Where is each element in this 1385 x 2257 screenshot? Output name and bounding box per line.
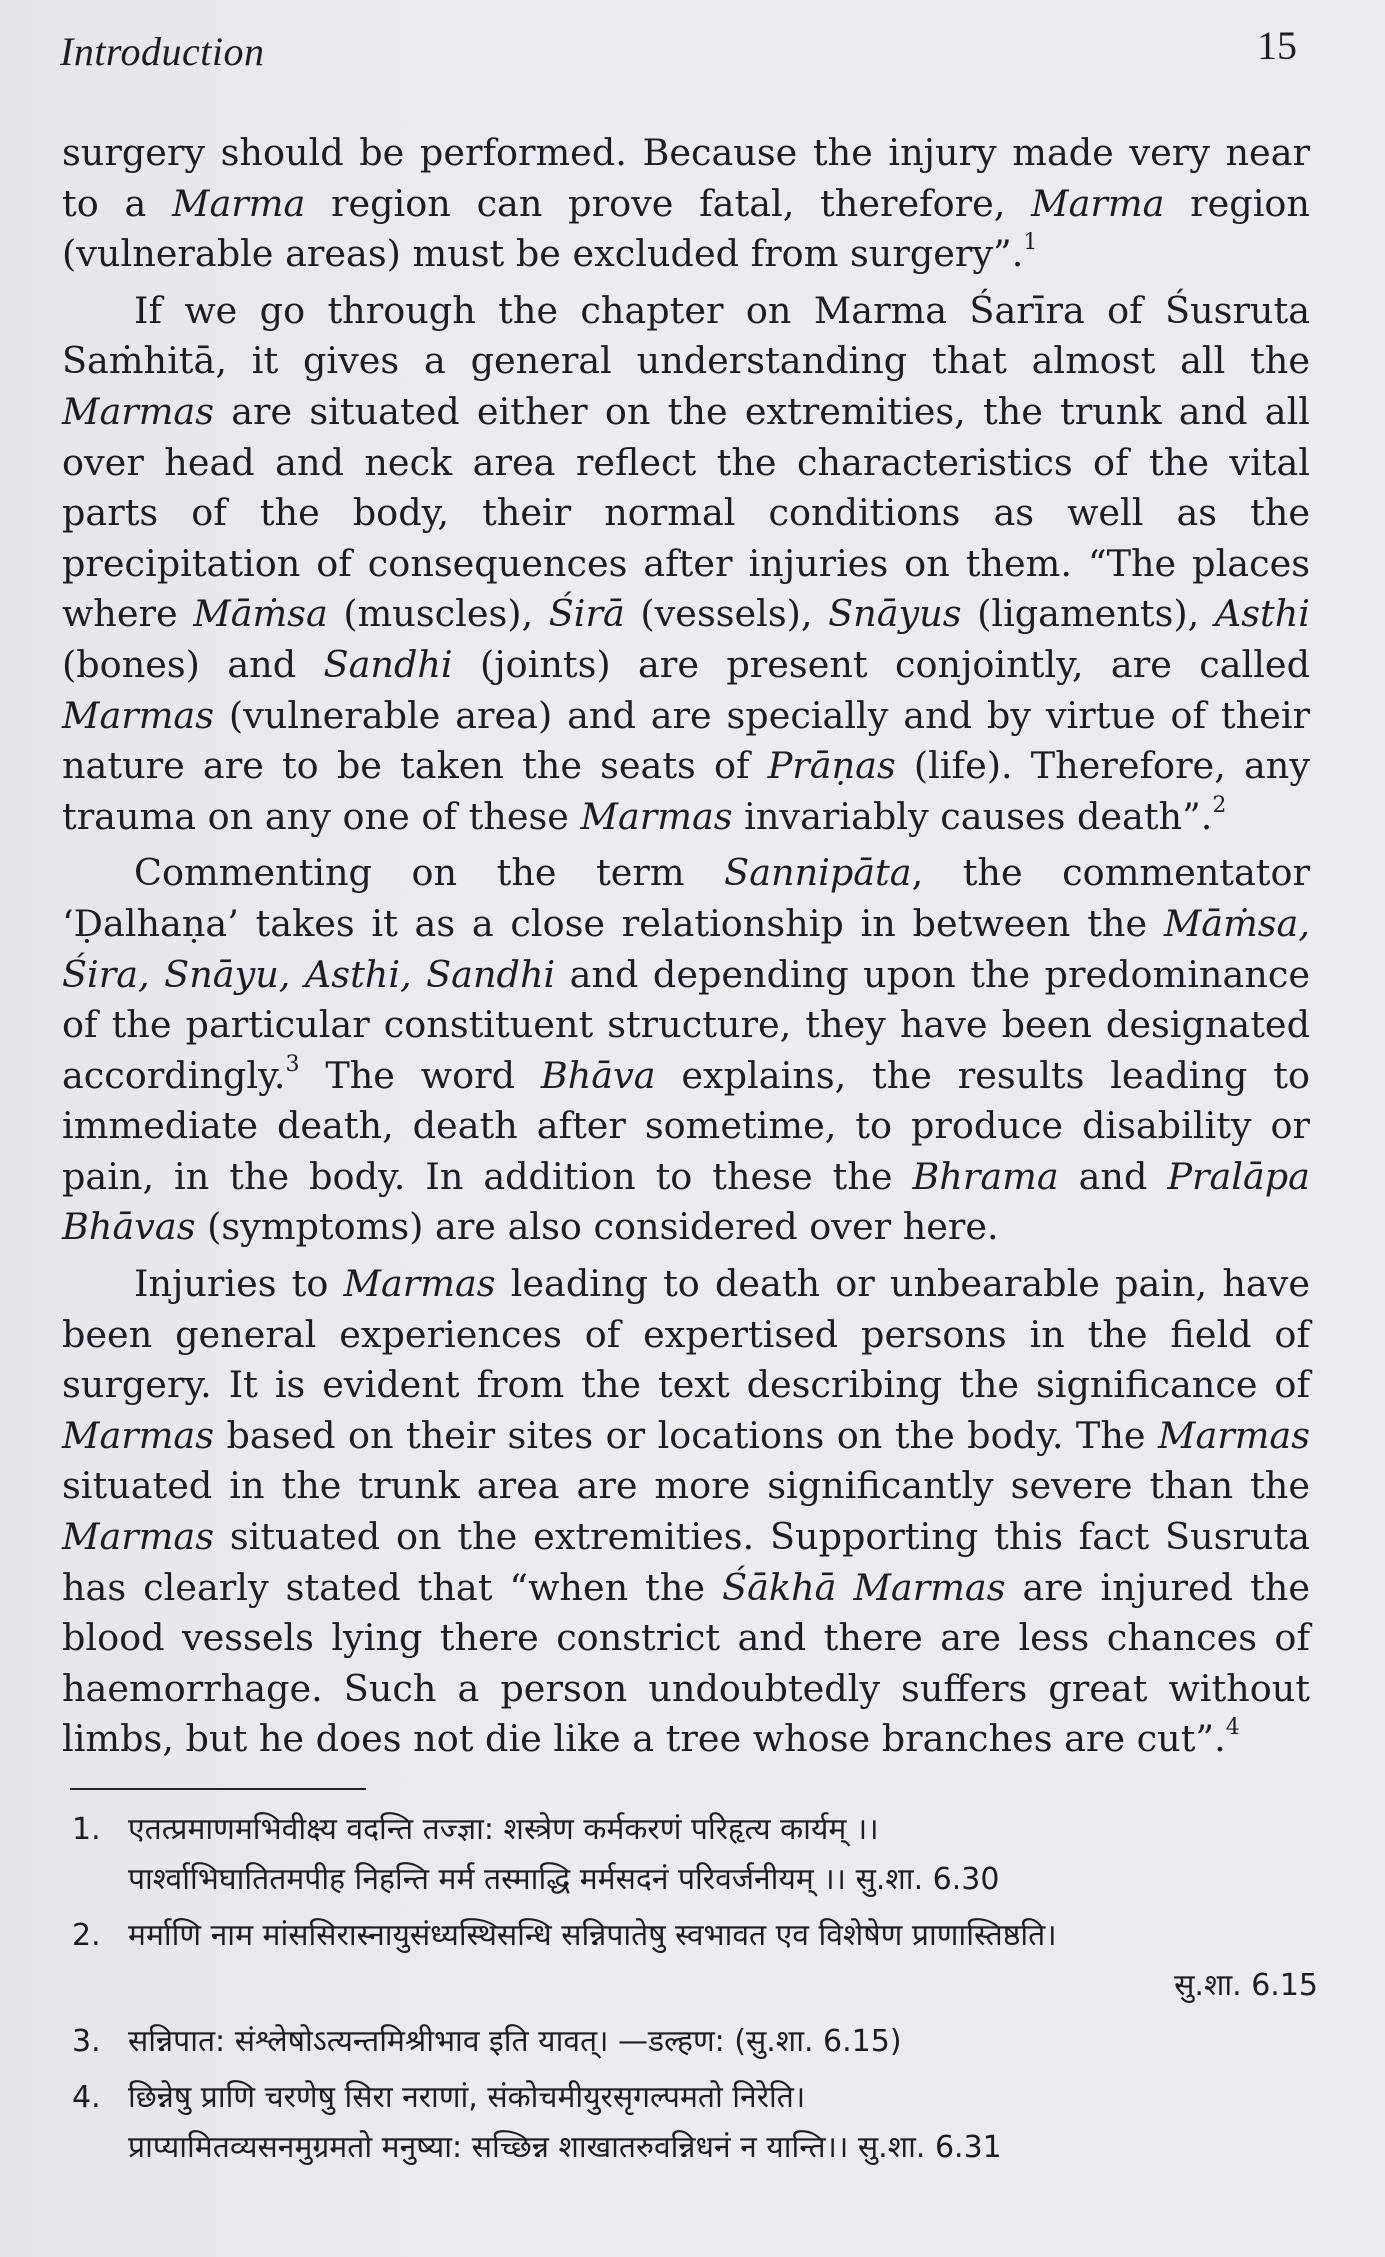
footnote-ref-1: 1 bbox=[1023, 230, 1038, 255]
paragraph-2: If we go through the chapter on Marma Śarīra of Śusruta Saṁhitā, it gives a general understanding that almost all the Marmas are situated either on the extremities, the trunk and all over head and neck area reflect the characteristics of the vital parts of the body, their normal conditions as well as the precipitation of consequences after injuries on them. “The places where Māṁsa (muscles), Śirā (vessels), Snāyus (ligaments), Asthi (bones) and Sandhi (joints) are present conjointly, are called Marmas (vulnerable area) and are specially and by virtue of their nature are to be taken the seats of Prāṇas (life). Therefore, any trauma on any one of these Marmas invariably causes death”.$^2$ bbox=[62, 288, 1311, 838]
footnote-line: मर्माणि नाम मांससिरास्नायुसंध्यस्थिसन्धि सन्निपातेषु स्वभावत एव विशेषेण प्राणास्तिष्ठति। bbox=[128, 1918, 1057, 1953]
footnote-number: 3. bbox=[72, 2024, 101, 2059]
footnote-divider bbox=[70, 1788, 366, 1790]
paragraph-4: Injuries to Marmas leading to death or unbearable pain, have been general experiences of expertised persons in the field of surgery. It is evident from the text describing the significance of Marmas based on their sites or locations on the body. The Marmas situated in the trunk area are more significantly severe than the Marmas situated on the extremities. Supporting this fact Susruta has clearly stated that “when the Śākhā Marmas are injured the blood vessels lying there constrict and there are less chances of haemorrhage. Such a person undoubtedly suffers great without limbs, but he does not die like a tree whose branches are cut”.$^4$ bbox=[62, 1262, 1310, 1761]
footnote-ref-2: 2 bbox=[1212, 792, 1227, 818]
footnote-line: छिन्नेषु प्राणि चरणेषु सिरा नराणां, संकोचमीयुरसृगल्पमतो निरेति। bbox=[128, 2080, 806, 2115]
footnote-line: प्राप्यामितव्यसनमुग्रमतो मनुष्या: सच्छिन्न शाखातरुवन्निधनं न यान्ति।। सु.शा. 6.31 bbox=[128, 2130, 1002, 2165]
page-number: 15 bbox=[1257, 23, 1297, 68]
footnote-4 bbox=[72, 2073, 1318, 2173]
footnote-line: सन्निपात: संश्लेषोऽत्यन्तमिश्रीभाव इति यावत्। —डल्हण: (सु.शा. 6.15) bbox=[128, 2024, 902, 2059]
footnote-reference: सु.शा. 6.15 bbox=[1174, 1968, 1318, 2003]
footnote-line: पार्श्वाभिघातितमपीह निहन्ति मर्म तस्माद्धि मर्मसदनं परिवर्जनीयम् ।। सु.शा. 6.30 bbox=[128, 1862, 1000, 1897]
footnote-3 bbox=[72, 2017, 1318, 2067]
footnote-number: 1. bbox=[72, 1812, 101, 1847]
paragraph-3: Commenting on the term Sannipāta, the commentator ‘Ḍalhaṇa’ takes it as a close relationship in between the Māṁsa, Śira, Snāyu, Asthi, Sandhi and depending upon the predominance of the particular constituent structure, they have been designated accordingly.$^3$ The word Bhāva explains, the results leading to immediate death, death after sometime, to produce disability or pain, in the body. In addition to these the Bhrama and Pralāpa Bhāvas (symptoms) are also considered over here. bbox=[62, 851, 1311, 1249]
footnote-1 bbox=[72, 1805, 1318, 1905]
running-head: Introduction bbox=[60, 29, 265, 74]
footnotes bbox=[72, 1805, 1318, 2173]
footnote-ref-3: 3 bbox=[285, 1051, 300, 1077]
footnote-number: 2. bbox=[72, 1918, 101, 1953]
body-text bbox=[62, 128, 1310, 1771]
footnote-ref-4: 4 bbox=[1225, 1715, 1240, 1741]
footnote-line: एतत्प्रमाणमभिवीक्ष्य वदन्ति तज्ज्ञा: शस्त्रेण कर्मकरणं परिहृत्य कार्यम् ।। bbox=[128, 1812, 879, 1847]
paragraph-1: surgery should be performed. Because the injury made very near to a Marma region can prove fatal, therefore, Marma region (vulnerable areas) must be excluded from surgery”.$^1$ bbox=[62, 131, 1310, 276]
footnote-2 bbox=[72, 1911, 1318, 2011]
footnote-number: 4. bbox=[72, 2080, 101, 2115]
